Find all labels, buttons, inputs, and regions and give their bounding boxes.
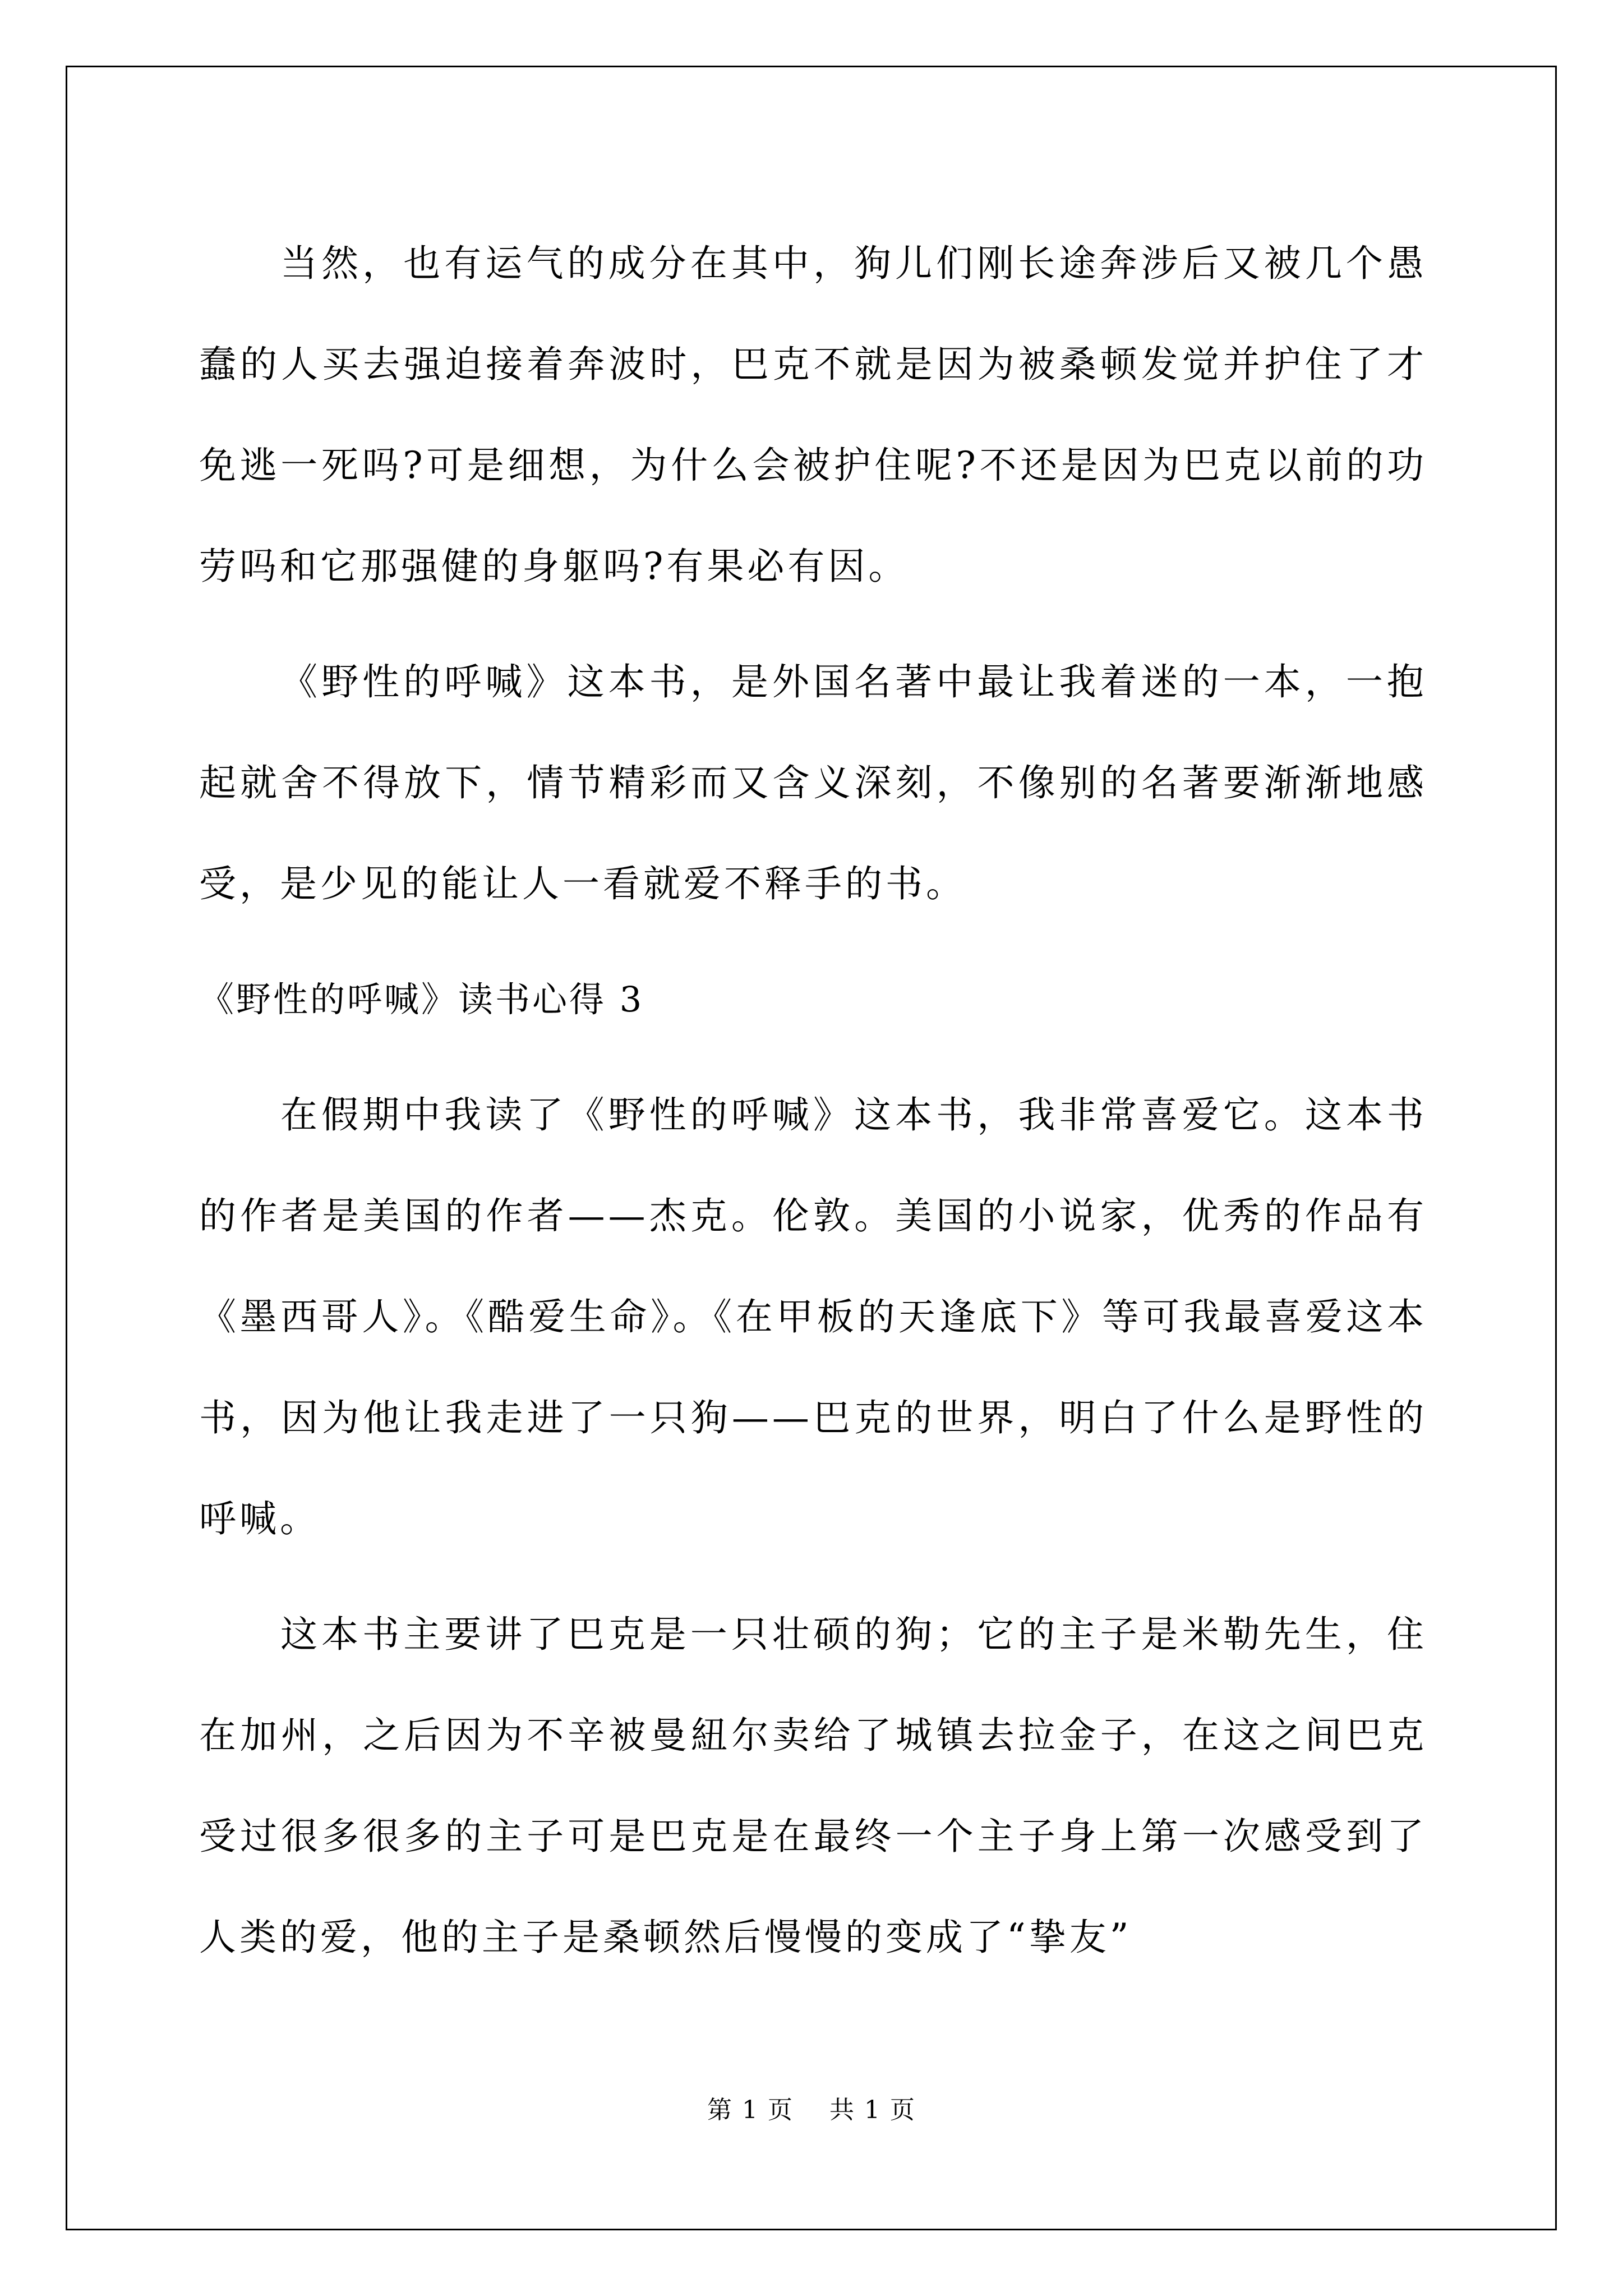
page-footer [0,2090,1623,2125]
section-heading: 《野性的呼喊》读书心得 3 [199,979,644,1020]
page-total: 共 1 页 [829,2096,916,2124]
document-body [199,213,1427,2003]
paragraph: 在假期中我读了《野性的呼喊》这本书，我非常喜爱它。这本书的作者是美国的作者——杰克。伦敦。美国的小说家，优秀的作品有《墨西哥人》。《酷爱生命》。《在甲板的天逢底下》等可我最喜爱这本书，因为他让我走进了一只狗——巴克的世界，明白了什么是野性的呼喊。 [199,1093,1427,1540]
paragraph: 这本书主要讲了巴克是一只壮硕的狗；它的主子是米勒先生，住在加州，之后因为不辛被曼紐尔卖给了城镇去拉金子，在这之间巴克受过很多很多的主子可是巴克是在最终一个主子身上第一次感受到了人类的爱，他的主子是桑顿然后慢慢的变成了“挚友” [199,1613,1427,1959]
page-number: 第 1 页 [707,2096,794,2124]
paragraph: 《野性的呼喊》这本书，是外国名著中最让我着迷的一本，一抱起就舍不得放下，情节精彩而又含义深刻，不像别的名著要渐渐地感受，是少见的能让人一看就爱不释手的书。 [199,660,1427,905]
paragraph: 当然，也有运气的成分在其中，狗儿们刚长途奔涉后又被几个愚蠢的人买去强迫接着奔波时，巴克不就是因为被桑顿发觉并护住了才免逃一死吗?可是细想，为什么会被护住呢?不还是因为巴克以前的功劳吗和它那强健的身躯吗?有果必有因。 [199,242,1427,588]
